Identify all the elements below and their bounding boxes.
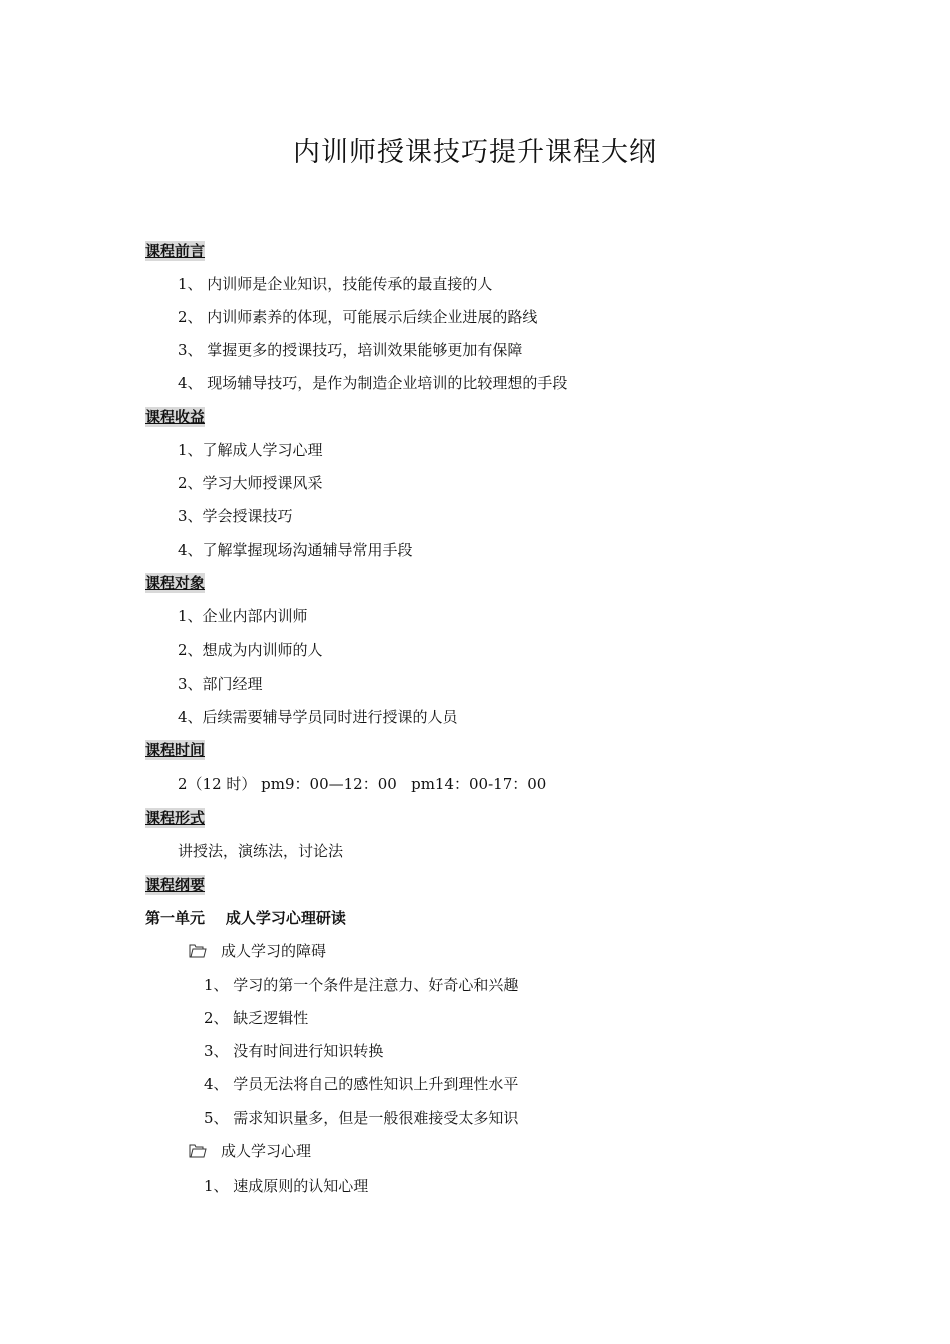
benefit-item: 3、学会授课技巧: [178, 507, 293, 525]
folder-icon: [189, 944, 207, 958]
course-time-text: 2（12 时） pm9：00—12：00 pm14：00-17：00: [178, 775, 547, 793]
topic-label: 成人学习的障碍: [221, 942, 327, 960]
course-format-text: 讲授法，演练法，讨论法: [178, 842, 344, 860]
topic-item: 1、 速成原则的认知心理: [204, 1177, 369, 1195]
topic-item: 2、 缺乏逻辑性: [204, 1009, 309, 1027]
benefit-item: 4、了解掌握现场沟通辅导常用手段: [178, 541, 413, 559]
audience-item: 3、部门经理: [178, 675, 263, 693]
section-heading-preface: 课程前言: [145, 242, 206, 260]
benefit-item: 1、了解成人学习心理: [178, 441, 323, 459]
topic-item: 1、 学习的第一个条件是注意力、好奇心和兴趣: [204, 976, 519, 994]
preface-item: 3、 掌握更多的授课技巧，培训效果能够更加有保障: [178, 341, 523, 359]
topic-item: 4、 学员无法将自己的感性知识上升到理性水平: [204, 1075, 519, 1093]
preface-item: 4、 现场辅导技巧，是作为制造企业培训的比较理想的手段: [178, 374, 568, 392]
audience-item: 1、企业内部内训师: [178, 607, 308, 625]
section-heading-benefits: 课程收益: [145, 408, 206, 426]
section-heading-time: 课程时间: [145, 741, 206, 759]
audience-item: 4、后续需要辅导学员同时进行授课的人员: [178, 708, 458, 726]
benefit-item: 2、学习大师授课风采: [178, 474, 323, 492]
preface-item: 2、 内训师素养的体现，可能展示后续企业进展的路线: [178, 308, 538, 326]
audience-item: 2、想成为内训师的人: [178, 641, 323, 659]
page-title: 内训师授课技巧提升课程大纲: [293, 137, 657, 168]
section-heading-format: 课程形式: [145, 809, 206, 827]
topic-item: 5、 需求知识量多，但是一般很难接受太多知识: [204, 1109, 519, 1127]
section-heading-outline: 课程纲要: [145, 876, 206, 894]
unit-title: 第一单元 成人学习心理研读: [145, 909, 346, 927]
topic-item: 3、 没有时间进行知识转换: [204, 1042, 384, 1060]
folder-icon: [189, 1144, 207, 1158]
section-heading-audience: 课程对象: [145, 574, 206, 592]
topic-label: 成人学习心理: [221, 1142, 312, 1160]
preface-item: 1、 内训师是企业知识，技能传承的最直接的人: [178, 275, 493, 293]
